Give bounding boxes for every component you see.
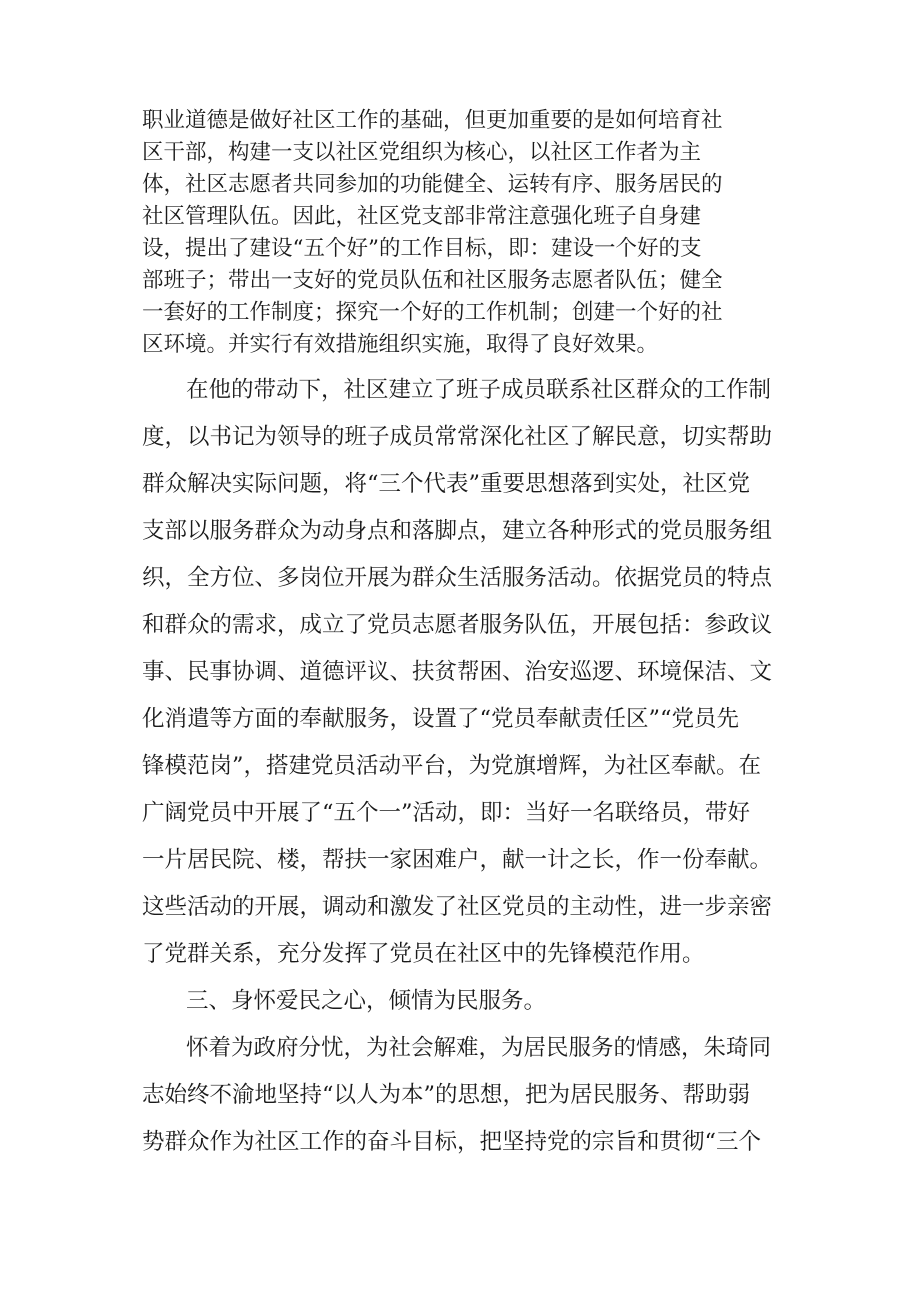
text-line: 部班子；带出一支好的党员队伍和社区服务志愿者队伍；健全 (142, 268, 723, 293)
text-line: 区干部，构建一支以社区党组织为核心，以社区工作者为主 (142, 140, 702, 165)
paragraph-first-line: 怀着为政府分忧，为社会解难，为居民服务的情感，朱琦同 (186, 1035, 772, 1061)
text-line: 织，全方位、多岗位开展为群众生活服务活动。依据党员的特点 (142, 565, 773, 591)
text-line: 志始终不渝地坚持“以人为本”的思想，把为居民服务、帮助弱 (142, 1082, 751, 1108)
paragraph-first-line: 在他的带动下，社区建立了班子成员联系社区群众的工作制 (186, 377, 772, 403)
text-line: 区环境。并实行有效措施组织实施，取得了良好效果。 (142, 332, 659, 357)
text-line: 一套好的工作制度；探究一个好的工作机制；创建一个好的社 (142, 300, 723, 325)
text-line: 职业道德是做好社区工作的基础，但更加重要的是如何培育社 (142, 108, 723, 133)
text-line: 化消遣等方面的奉献服务，设置了“党员奉献责任区”“党员先 (142, 706, 740, 732)
text-line: 一片居民院、楼，帮扶一家困难户，献一计之长，作一份奉献。 (142, 847, 773, 873)
text-line: 和群众的需求，成立了党员志愿者服务队伍，开展包括：参政议 (142, 612, 773, 638)
text-line: 群众解决实际问题，将“三个代表”重要思想落到实处，社区党 (142, 471, 751, 497)
text-line: 锋模范岗”，搭建党员活动平台，为党旗增辉，为社区奉献。在 (142, 753, 762, 779)
text-line: 社区管理队伍。因此，社区党支部非常注意强化班子自身建 (142, 204, 702, 229)
text-line: 体，社区志愿者共同参加的功能健全、运转有序、服务居民的 (142, 172, 723, 197)
text-line: 势群众作为社区工作的奋斗目标，把坚持党的宗旨和贯彻“三个 (142, 1129, 762, 1155)
text-line: 设，提出了建设“五个好”的工作目标，即：建设一个好的支 (142, 236, 702, 261)
text-line: 广阔党员中开展了“五个一”活动，即：当好一名联络员，带好 (142, 800, 751, 826)
text-line: 这些活动的开展，调动和激发了社区党员的主动性，进一步亲密 (142, 894, 773, 920)
text-line: 支部以服务群众为动身点和落脚点，建立各种形式的党员服务组 (142, 518, 773, 544)
section-heading: 三、身怀爱民之心，倾情为民服务。 (186, 988, 547, 1014)
text-line: 事、民事协调、道德评议、扶贫帮困、治安巡逻、环境保洁、文 (142, 659, 773, 685)
text-line: 度，以书记为领导的班子成员常常深化社区了解民意，切实帮助 (142, 424, 773, 450)
text-line: 了党群关系，充分发挥了党员在社区中的先锋模范作用。 (142, 941, 705, 967)
